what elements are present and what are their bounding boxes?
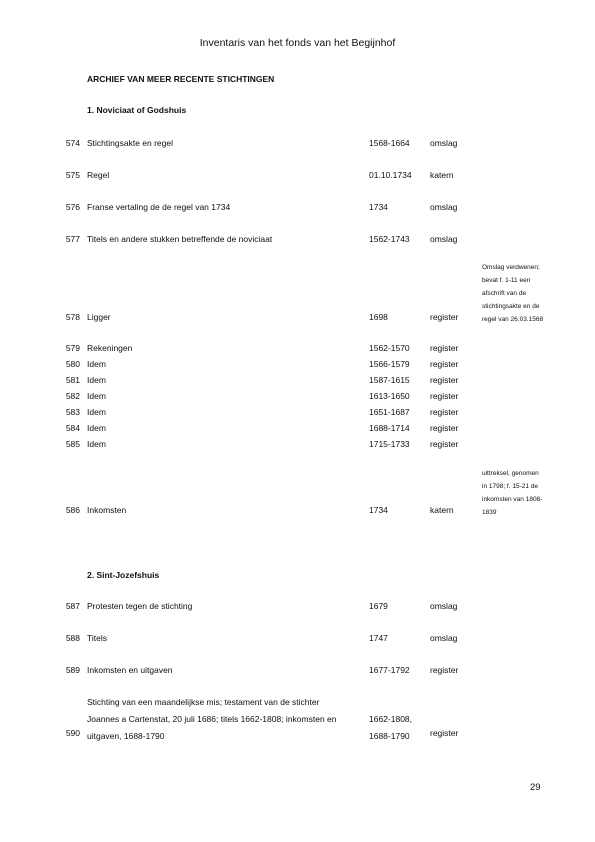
entry-date — [369, 711, 427, 745]
entry-type: omslag — [430, 202, 458, 212]
entry-title: Idem — [87, 439, 106, 449]
entry-type: register — [430, 312, 459, 322]
entry-title: Inkomsten en uitgaven — [87, 665, 173, 675]
note-line: stichtingsakte en de — [482, 303, 540, 310]
entry-number: 586 — [65, 505, 80, 515]
entry-title: Franse vertaling de de regel van 1734 — [87, 202, 231, 212]
entry-title-line: uitgaven, 1688-1790 — [87, 731, 165, 741]
section-heading: ARCHIEF VAN MEER RECENTE STICHTINGEN — [87, 74, 275, 84]
entry-title: Titels — [87, 633, 107, 643]
entry-title: Rekeningen — [87, 343, 133, 353]
entry-number: 587 — [65, 601, 80, 611]
entry-number: 584 — [65, 423, 80, 433]
subsection-heading: 1. Noviciaat of Godshuis — [87, 105, 187, 115]
entry-number: 577 — [65, 234, 80, 244]
entry-title: Idem — [87, 375, 106, 385]
entry-title: Ligger — [87, 312, 111, 322]
entry-type: register — [430, 665, 459, 675]
entry-type: omslag — [430, 138, 458, 148]
entry-title-line: Stichting van een maandelijkse mis; testament van de stichter — [87, 697, 320, 707]
entry-title: Idem — [87, 423, 106, 433]
entry-date: 1562-1570 — [369, 343, 410, 353]
entry-type: register — [430, 359, 459, 369]
entry-date: 1688-1714 — [369, 423, 410, 433]
note-line: in 1798; f. 15-21 de — [482, 483, 539, 490]
note-line: Omslag verdwenen; — [482, 264, 540, 271]
entry-number: 585 — [65, 439, 80, 449]
entry-type: katern — [430, 505, 454, 515]
entry-date: 1562-1743 — [369, 234, 410, 244]
entry-date: 1613-1650 — [369, 391, 410, 401]
entry-number: 590 — [65, 728, 80, 738]
entry-title-line: Joannes a Cartenstat, 20 juli 1686; titels 1662-1808; inkomsten en — [87, 714, 337, 724]
entry-date-line: 1662-1808, — [369, 714, 413, 724]
entry-type: omslag — [430, 601, 458, 611]
entry-title: Idem — [87, 391, 106, 401]
entry-date: 1747 — [369, 633, 388, 643]
entry-type: register — [430, 343, 459, 353]
entry-date: 1677-1792 — [369, 665, 410, 675]
entry-title: Protesten tegen de stichting — [87, 601, 193, 611]
note-line: bevat f. 1-11 een — [482, 277, 531, 284]
entry-type: register — [430, 423, 459, 433]
entry-type: omslag — [430, 234, 458, 244]
entry-title — [87, 694, 362, 745]
entry-date: 1698 — [369, 312, 388, 322]
note-line: uittreksel, genomen — [482, 470, 539, 477]
entry-number: 575 — [65, 170, 80, 180]
note-line: regel van 26.03.1568 — [482, 316, 544, 323]
entry-date-line: 1688-1790 — [369, 731, 410, 741]
entry-type: register — [430, 407, 459, 417]
entry-type: register — [430, 728, 459, 738]
entry-note — [482, 261, 572, 326]
entry-number: 581 — [65, 375, 80, 385]
entry-date: 1566-1579 — [369, 359, 410, 369]
entry-number: 574 — [65, 138, 80, 148]
page-header: Inventaris van het fonds van het Begijnhof — [199, 37, 396, 49]
entry-title: Idem — [87, 407, 106, 417]
subsection-heading: 2. Sint-Jozefshuis — [87, 570, 160, 580]
note-line: inkomsten van 1808- — [482, 496, 543, 503]
entry-date: 1587-1615 — [369, 375, 410, 385]
entry-date: 1568-1664 — [369, 138, 410, 148]
entry-number: 580 — [65, 359, 80, 369]
entry-date: 1651-1687 — [369, 407, 410, 417]
entry-date: 1679 — [369, 601, 388, 611]
entry-number: 589 — [65, 665, 80, 675]
entry-title: Titels en andere stukken betreffende de noviciaat — [87, 234, 273, 244]
entry-date: 01.10.1734 — [369, 170, 412, 180]
note-line: 1839 — [482, 509, 497, 516]
entry-type: register — [430, 375, 459, 385]
entry-number: 578 — [65, 312, 80, 322]
entry-date: 1734 — [369, 505, 388, 515]
entry-number: 588 — [65, 633, 80, 643]
entry-title: Regel — [87, 170, 110, 180]
entry-type: omslag — [430, 633, 458, 643]
entry-date: 1734 — [369, 202, 388, 212]
entry-number: 583 — [65, 407, 80, 417]
entry-date: 1715-1733 — [369, 439, 410, 449]
entry-number: 582 — [65, 391, 80, 401]
entry-note — [482, 467, 572, 519]
entry-number: 576 — [65, 202, 80, 212]
entry-title: Stichtingsakte en regel — [87, 138, 173, 148]
entry-title: Idem — [87, 359, 106, 369]
entry-number: 579 — [65, 343, 80, 353]
page-number: 29 — [530, 782, 541, 793]
entry-type: katern — [430, 170, 454, 180]
entry-title: Inkomsten — [87, 505, 127, 515]
note-line: afschrift van de — [482, 290, 527, 297]
entry-type: register — [430, 439, 459, 449]
entry-type: register — [430, 391, 459, 401]
